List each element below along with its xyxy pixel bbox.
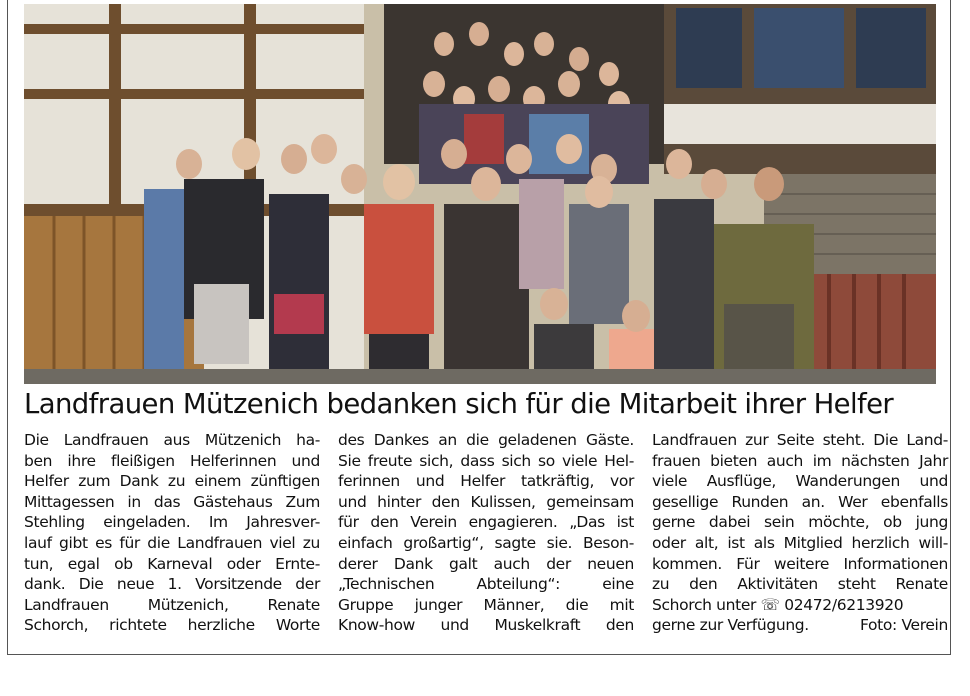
text-line: des Dankes an die geladenen Gäste. [338,431,634,449]
phone-number: 02472/6213920 [784,595,904,614]
text-line: kommen. Für weitere Informationen [652,554,948,573]
text-line: oder alt, ist als Mitglied herzlich will- [652,533,948,552]
closing-text: gerne zur Verfügung. [652,616,809,635]
group-photo-icon [24,4,936,384]
text-line: derer Dank galt auch der neuen [338,554,634,573]
column-1 [24,430,320,636]
text-line: Mittagessen in das Gästehaus Zum [24,492,320,511]
text-line: Stehling eingeladen. Im Jahresver- [24,513,320,532]
text-line: tun, egal ob Karneval oder Ernte- [24,554,320,573]
text-line: gerne dabei sein möchte, ob jung [652,513,948,532]
text-line: und hinter den Kulissen, gemeinsam [338,492,634,511]
text-line: ferinnen und Helfer tatkräftig, vor [338,472,634,491]
text-line: für den Verein engagieren. „Das ist [338,513,634,532]
text-line: Schorch, richtete herzliche Worte [24,616,320,635]
text-line: Know-how und Muskelkraft den [338,616,634,635]
text-line: Die Landfrauen aus Mützenich ha- [24,431,320,449]
text-line: zu den Aktivitäten steht Renate [652,575,948,594]
column-2 [338,430,634,636]
text-line: gesellige Runden an. Wer ebenfalls [652,492,948,511]
text-line: Gruppe junger Männer, die mit [338,595,634,614]
headline: Landfrauen Mützenich bedanken sich für die Mitarbeit ihrer Helfer [24,388,894,420]
text-line: frauen bieten auch im nächsten Jahr [652,451,948,470]
text-line: Sie freute sich, dass sich so viele Hel- [338,451,634,470]
closing-line [652,615,948,636]
article-body [24,430,948,644]
text-line: einfach großartig“, sagte sie. Beson- [338,533,634,552]
column-3 [652,430,948,636]
text-line: ben ihre fleißigen Helferinnen und [24,451,320,470]
text-line: Landfrauen zur Seite steht. Die Land- [652,431,948,449]
article-frame [7,0,951,655]
text-line: lauf gibt es für die Landfrauen viel zu [24,533,320,552]
photo-credit: Foto: Verein [860,616,948,635]
group-photo [24,4,936,384]
phone-icon: ☏ [760,595,780,614]
text-line: Helfer zum Dank zu einem zünftigen [24,472,320,491]
text-line: viele Ausflüge, Wanderungen und [652,472,948,491]
text-line: „Technischen Abteilung“: eine [338,575,634,594]
phone-line [652,595,948,616]
phone-line-prefix: Schorch unter [652,595,757,614]
text-line: Landfrauen Mützenich, Renate [24,595,320,614]
text-line: dank. Die neue 1. Vorsitzende der [24,575,320,594]
